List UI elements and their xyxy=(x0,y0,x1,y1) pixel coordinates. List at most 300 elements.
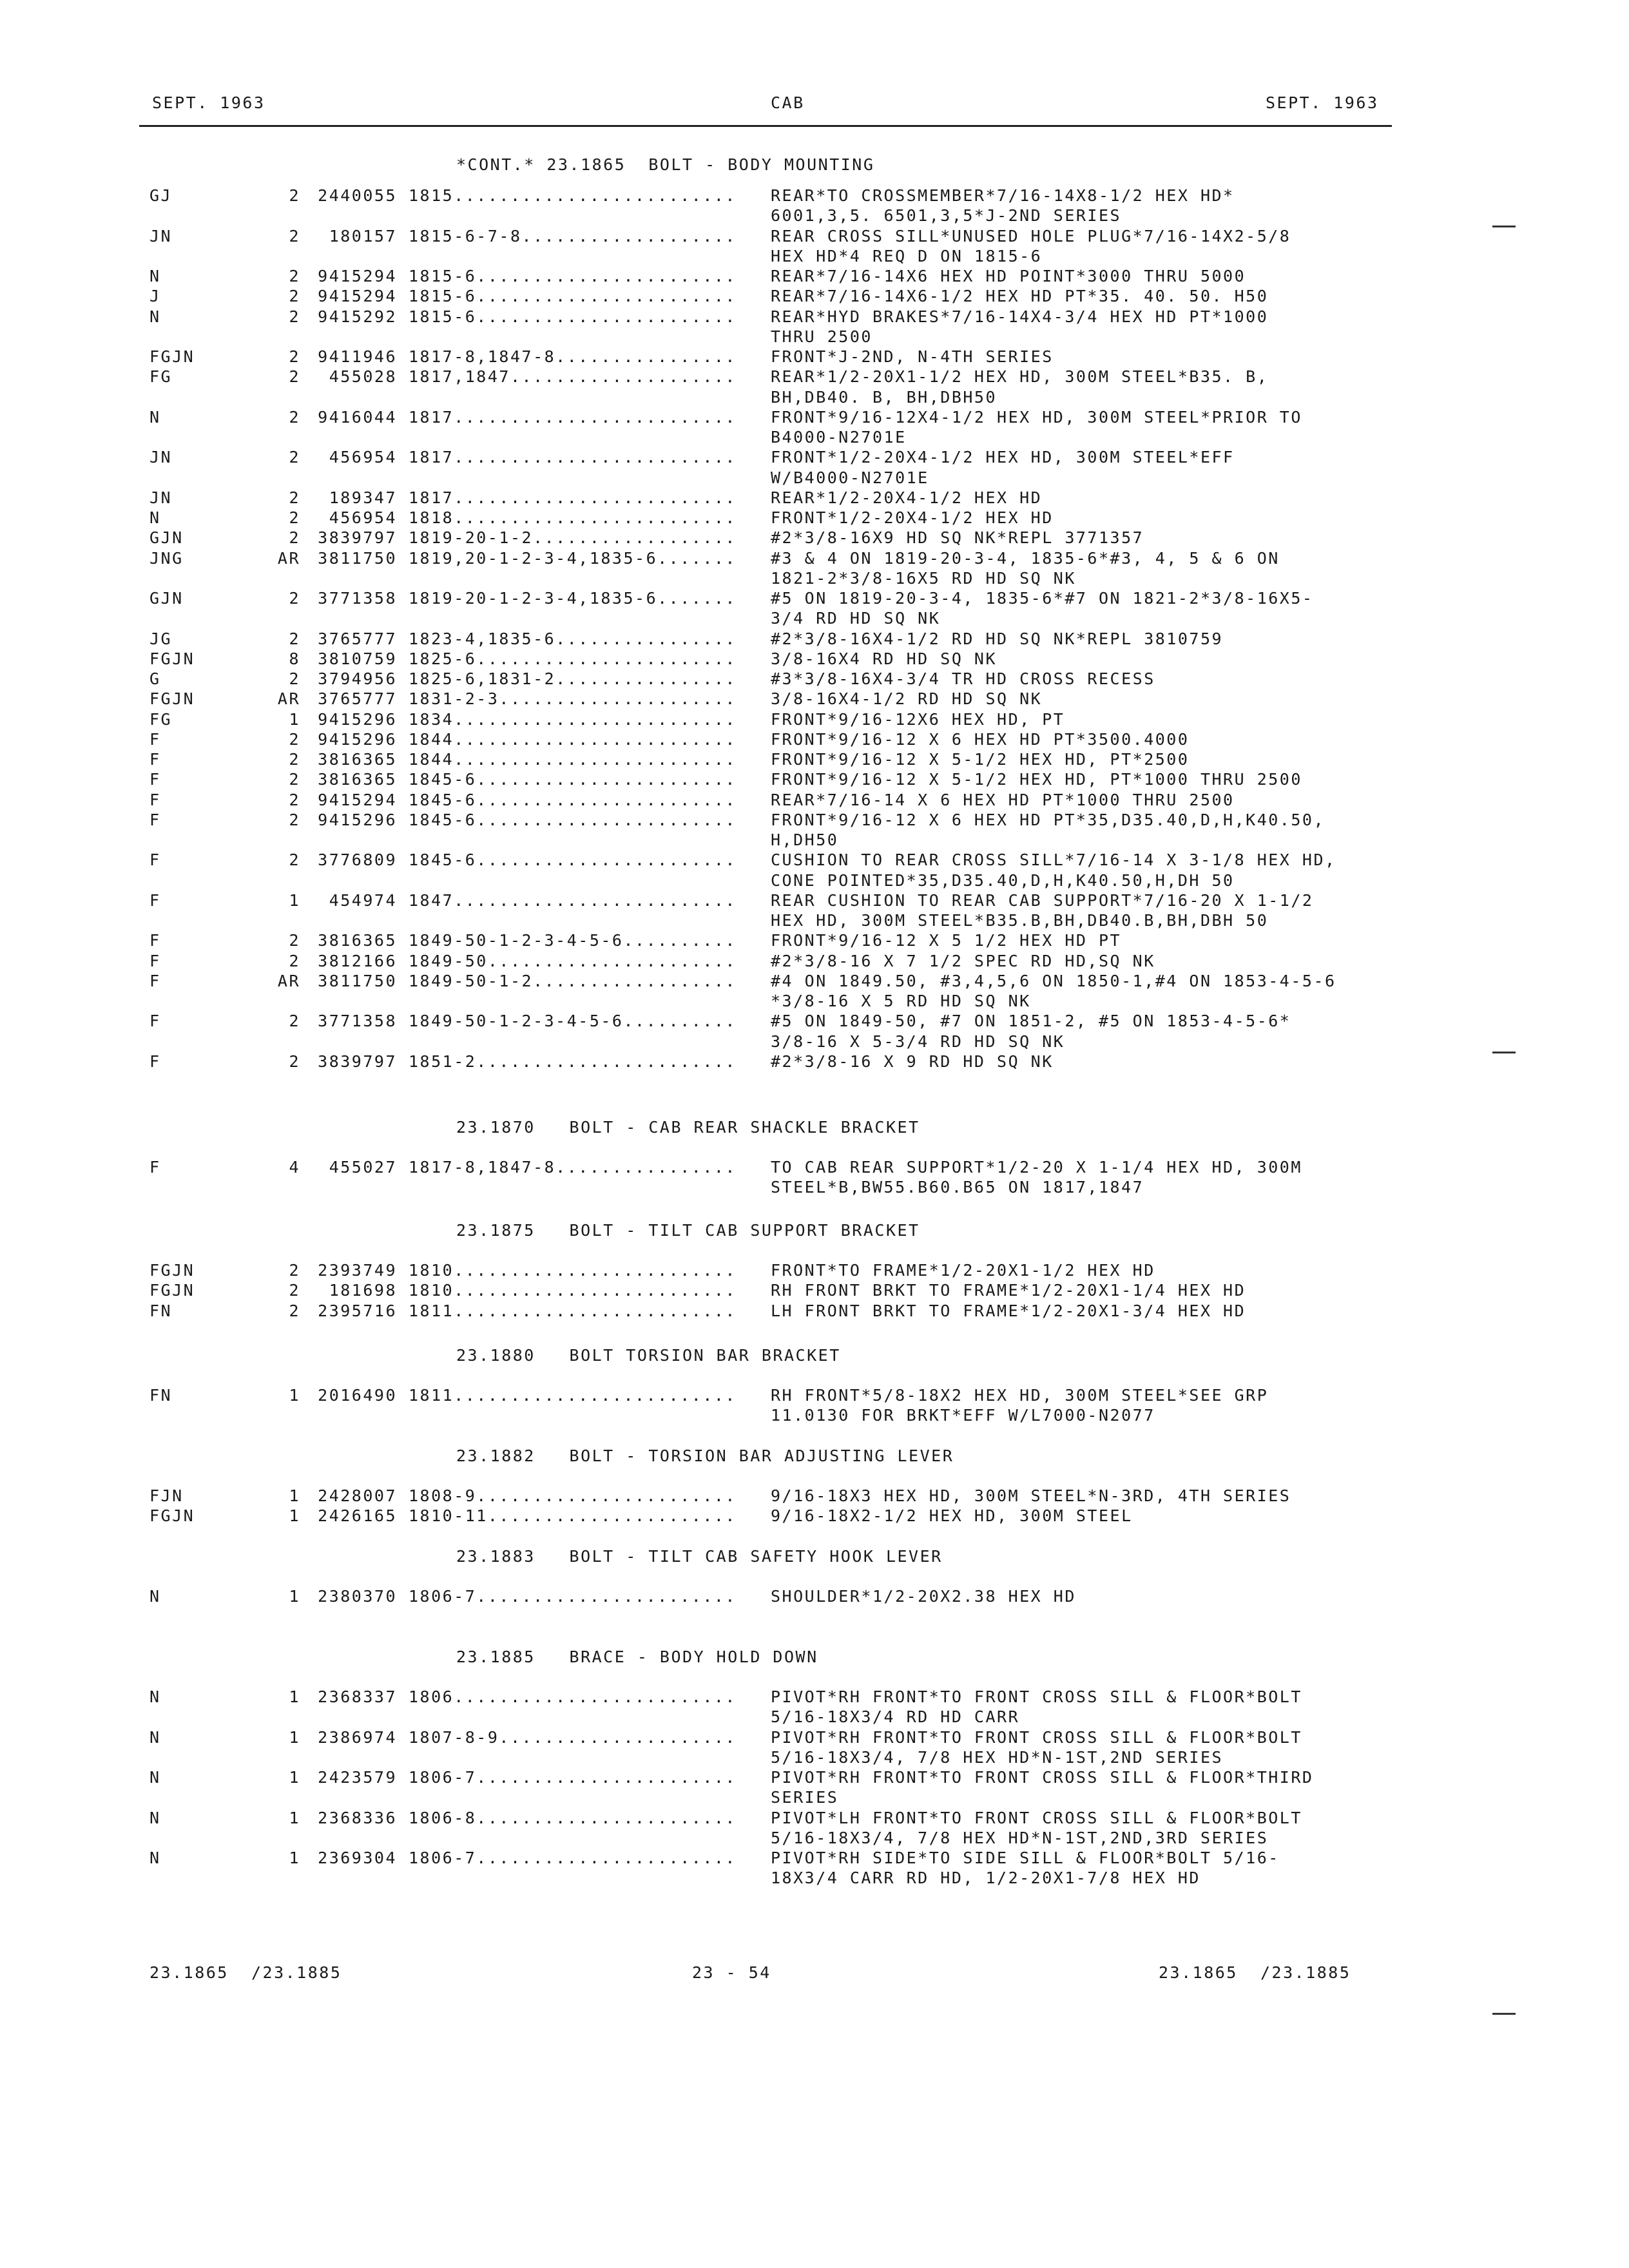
model-code: JN xyxy=(149,448,173,466)
model-code: JNG xyxy=(149,549,184,568)
part-number: 454974 xyxy=(329,891,397,910)
model-code: GJN xyxy=(149,528,184,547)
parts-row xyxy=(0,266,1629,286)
part-description: REAR CROSS SILL*UNUSED HOLE PLUG*7/16-14X2-5/8 xyxy=(771,227,1291,245)
parts-row-continuation xyxy=(0,830,1629,850)
part-description: 5/16-18X3/4 RD HD CARR xyxy=(771,1707,1020,1726)
part-number: 455027 xyxy=(329,1158,397,1177)
model-code: F xyxy=(149,1052,161,1071)
part-description: REAR CUSHION TO REAR CAB SUPPORT*7/16-20 X 1-1/2 xyxy=(771,891,1314,910)
quantity: 1 xyxy=(289,1849,300,1867)
part-description: #4 ON 1849.50, #3,4,5,6 ON 1850-1,#4 ON 1853-4-5-6 xyxy=(771,972,1336,990)
parts-row-continuation xyxy=(0,327,1629,347)
series-models: 1810......................... xyxy=(409,1281,737,1300)
part-description: 9/16-18X2-1/2 HEX HD, 300M STEEL xyxy=(771,1506,1133,1525)
series-models: 1806-7....................... xyxy=(409,1587,737,1606)
parts-row xyxy=(0,1157,1629,1177)
quantity: 2 xyxy=(289,952,300,970)
part-number: 456954 xyxy=(329,508,397,527)
part-description: #2*3/8-16 X 7 1/2 SPEC RD HD,SQ NK xyxy=(771,952,1155,970)
part-number: 2368336 xyxy=(318,1809,397,1827)
part-number: 9415292 xyxy=(318,307,397,326)
part-description: B4000-N2701E xyxy=(771,428,907,447)
model-code: F xyxy=(149,891,161,910)
model-code: FG xyxy=(149,367,173,386)
parts-row-continuation xyxy=(0,246,1629,266)
series-models: 1844......................... xyxy=(409,750,737,769)
quantity: 1 xyxy=(289,1728,300,1747)
quantity: 2 xyxy=(289,931,300,950)
header-right: SEPT. 1963 xyxy=(1266,93,1379,112)
model-code: F xyxy=(149,850,161,869)
parts-row xyxy=(0,1260,1629,1280)
parts-row xyxy=(0,307,1629,327)
part-number: 3816365 xyxy=(318,750,397,769)
part-description: #5 ON 1819-20-3-4, 1835-6*#7 ON 1821-2*3/8-16X5- xyxy=(771,589,1314,608)
series-models: 1819-20-1-2.................. xyxy=(409,528,737,547)
part-description: FRONT*J-2ND, N-4TH SERIES xyxy=(771,347,1054,366)
part-description: FRONT*TO FRAME*1/2-20X1-1/2 HEX HD xyxy=(771,1261,1155,1280)
part-description: W/B4000-N2701E xyxy=(771,468,929,487)
quantity: 2 xyxy=(289,307,300,326)
quantity: 2 xyxy=(289,750,300,769)
series-models: 1806-7....................... xyxy=(409,1849,737,1867)
quantity: 2 xyxy=(289,730,300,749)
parts-row-continuation xyxy=(0,1405,1629,1425)
quantity: AR xyxy=(277,972,300,990)
part-description: PIVOT*LH FRONT*TO FRONT CROSS SILL & FLOOR*BOLT xyxy=(771,1809,1302,1827)
footer-left: 23.1865 /23.1885 xyxy=(149,1963,342,1982)
parts-row xyxy=(0,528,1629,548)
parts-row xyxy=(0,890,1629,910)
part-description: #3 & 4 ON 1819-20-3-4, 1835-6*#3, 4, 5 & 6 ON xyxy=(771,549,1280,568)
series-models: 1817......................... xyxy=(409,448,737,466)
parts-row xyxy=(0,769,1629,789)
series-models: 1819-20-1-2-3-4,1835-6....... xyxy=(409,589,737,608)
quantity: 2 xyxy=(289,811,300,829)
part-number: 2369304 xyxy=(318,1849,397,1867)
quantity: AR xyxy=(277,549,300,568)
parts-row xyxy=(0,1011,1629,1031)
part-number: 3794956 xyxy=(318,669,397,688)
quantity: 2 xyxy=(289,367,300,386)
series-models: 1849-50-1-2-3-4-5-6.......... xyxy=(409,1012,737,1030)
quantity: 2 xyxy=(289,791,300,809)
quantity: 1 xyxy=(289,1386,300,1405)
parts-row xyxy=(0,749,1629,769)
part-number: 2423579 xyxy=(318,1768,397,1787)
series-models: 1849-50-1-2.................. xyxy=(409,972,737,990)
section-title: 23.1880 BOLT TORSION BAR BRACKET xyxy=(456,1346,841,1365)
section-title: 23.1883 BOLT - TILT CAB SAFETY HOOK LEVER xyxy=(456,1547,943,1566)
parts-row xyxy=(0,1506,1629,1526)
series-models: 1845-6....................... xyxy=(409,811,737,829)
part-description: 6001,3,5. 6501,3,5*J-2ND SERIES xyxy=(771,206,1122,225)
quantity: 2 xyxy=(289,287,300,305)
part-description: FRONT*1/2-20X4-1/2 HEX HD, 300M STEEL*EFF xyxy=(771,448,1235,466)
quantity: 2 xyxy=(289,528,300,547)
footer-right: 23.1865 /23.1885 xyxy=(1159,1963,1351,1982)
part-description: HEX HD, 300M STEEL*B35.B,BH,DB40.B,BH,DBH 50 xyxy=(771,911,1269,930)
part-number: 3811750 xyxy=(318,549,397,568)
section-title: 23.1875 BOLT - TILT CAB SUPPORT BRACKET xyxy=(456,1221,920,1240)
series-models: 1806-7....................... xyxy=(409,1768,737,1787)
parts-row xyxy=(0,186,1629,206)
part-description: FRONT*9/16-12X6 HEX HD, PT xyxy=(771,710,1065,729)
footer-page-number: 23 - 54 xyxy=(692,1963,771,1982)
part-description: FRONT*9/16-12 X 5-1/2 HEX HD, PT*2500 xyxy=(771,750,1190,769)
part-description: FRONT*9/16-12 X 6 HEX HD PT*35,D35.40,D,H,K40.50, xyxy=(771,811,1325,829)
quantity: 1 xyxy=(289,710,300,729)
series-models: 1817,1847.................... xyxy=(409,367,737,386)
model-code: F xyxy=(149,791,161,809)
series-models: 1815-6....................... xyxy=(409,287,737,305)
parts-row xyxy=(0,1385,1629,1405)
model-code: FN xyxy=(149,1302,173,1320)
part-description: 5/16-18X3/4, 7/8 HEX HD*N-1ST,2ND,3RD SERIES xyxy=(771,1829,1269,1847)
model-code: F xyxy=(149,952,161,970)
quantity: 1 xyxy=(289,1486,300,1505)
model-code: FGJN xyxy=(149,347,195,366)
quantity: 2 xyxy=(289,448,300,466)
model-code: FGJN xyxy=(149,1261,195,1280)
part-description: H,DH50 xyxy=(771,831,839,849)
parts-row-continuation xyxy=(0,1868,1629,1888)
parts-row xyxy=(0,951,1629,971)
model-code: G xyxy=(149,669,161,688)
quantity: 1 xyxy=(289,1506,300,1525)
parts-row xyxy=(0,930,1629,950)
part-description: FRONT*9/16-12 X 5-1/2 HEX HD, PT*1000 THRU 2500 xyxy=(771,770,1302,789)
part-description: REAR*TO CROSSMEMBER*7/16-14X8-1/2 HEX HD* xyxy=(771,186,1235,205)
parts-row-continuation xyxy=(0,870,1629,890)
quantity: 2 xyxy=(289,669,300,688)
part-description: #2*3/8-16X9 HD SQ NK*REPL 3771357 xyxy=(771,528,1144,547)
parts-row xyxy=(0,1586,1629,1606)
part-number: 9415294 xyxy=(318,287,397,305)
series-models: 1845-6....................... xyxy=(409,791,737,809)
part-number: 2386974 xyxy=(318,1728,397,1747)
model-code: N xyxy=(149,1728,161,1747)
model-code: F xyxy=(149,972,161,990)
part-number: 3771358 xyxy=(318,589,397,608)
part-description: STEEL*B,BW55.B60.B65 ON 1817,1847 xyxy=(771,1178,1144,1196)
part-number: 3771358 xyxy=(318,1012,397,1030)
series-models: 1819,20-1-2-3-4,1835-6....... xyxy=(409,549,737,568)
model-code: F xyxy=(149,1012,161,1030)
model-code: FGJN xyxy=(149,689,195,708)
part-description: REAR*HYD BRAKES*7/16-14X4-3/4 HEX HD PT*1000 xyxy=(771,307,1269,326)
series-models: 1807-8-9..................... xyxy=(409,1728,737,1747)
model-code: FGJN xyxy=(149,649,195,668)
part-description: BH,DB40. B, BH,DBH50 xyxy=(771,388,998,407)
parts-row xyxy=(0,1808,1629,1828)
part-description: #5 ON 1849-50, #7 ON 1851-2, #5 ON 1853-4-5-6* xyxy=(771,1012,1291,1030)
part-description: 3/8-16 X 5-3/4 RD HD SQ NK xyxy=(771,1032,1065,1051)
part-description: REAR*1/2-20X1-1/2 HEX HD, 300M STEEL*B35. B, xyxy=(771,367,1269,386)
part-description: PIVOT*RH FRONT*TO FRONT CROSS SILL & FLOOR*THIRD xyxy=(771,1768,1314,1787)
part-number: 9415294 xyxy=(318,267,397,285)
series-models: 1847......................... xyxy=(409,891,737,910)
series-models: 1811......................... xyxy=(409,1386,737,1405)
model-code: N xyxy=(149,1587,161,1606)
section-title: 23.1882 BOLT - TORSION BAR ADJUSTING LEVER xyxy=(456,1446,954,1465)
series-models: 1818......................... xyxy=(409,508,737,527)
part-number: 181698 xyxy=(329,1281,397,1300)
part-number: 3776809 xyxy=(318,850,397,869)
part-description: #2*3/8-16 X 9 RD HD SQ NK xyxy=(771,1052,1054,1071)
part-number: 3812166 xyxy=(318,952,397,970)
parts-row xyxy=(0,1052,1629,1072)
part-description: #3*3/8-16X4-3/4 TR HD CROSS RECESS xyxy=(771,669,1155,688)
model-code: F xyxy=(149,931,161,950)
part-description: 9/16-18X3 HEX HD, 300M STEEL*N-3RD, 4TH SERIES xyxy=(771,1486,1291,1505)
quantity: 2 xyxy=(289,1012,300,1030)
parts-row xyxy=(0,971,1629,991)
section-title: 23.1870 BOLT - CAB REAR SHACKLE BRACKET xyxy=(456,1118,920,1137)
part-description: REAR*7/16-14 X 6 HEX HD PT*1000 THRU 2500 xyxy=(771,791,1235,809)
quantity: 2 xyxy=(289,1281,300,1300)
part-description: PIVOT*RH FRONT*TO FRONT CROSS SILL & FLOOR*BOLT xyxy=(771,1728,1302,1747)
part-number: 2428007 xyxy=(318,1486,397,1505)
parts-row xyxy=(0,367,1629,387)
model-code: N xyxy=(149,267,161,285)
quantity: 2 xyxy=(289,1302,300,1320)
part-description: CUSHION TO REAR CROSS SILL*7/16-14 X 3-1/8 HEX HD, xyxy=(771,850,1336,869)
part-number: 3816365 xyxy=(318,931,397,950)
model-code: N xyxy=(149,1809,161,1827)
part-number: 3839797 xyxy=(318,528,397,547)
part-number: 189347 xyxy=(329,488,397,507)
series-models: 1851-2....................... xyxy=(409,1052,737,1071)
part-number: 2426165 xyxy=(318,1506,397,1525)
parts-row-continuation xyxy=(0,1828,1629,1848)
margin-mark xyxy=(1492,226,1516,227)
part-description: REAR*7/16-14X6-1/2 HEX HD PT*35. 40. 50. H50 xyxy=(771,287,1269,305)
parts-row xyxy=(0,588,1629,608)
model-code: JN xyxy=(149,488,173,507)
parts-row-continuation xyxy=(0,1747,1629,1767)
parts-row-continuation xyxy=(0,387,1629,407)
quantity: 1 xyxy=(289,891,300,910)
model-code: FGJN xyxy=(149,1281,195,1300)
parts-row xyxy=(0,508,1629,528)
part-description: FRONT*9/16-12 X 5 1/2 HEX HD PT xyxy=(771,931,1122,950)
model-code: FG xyxy=(149,710,173,729)
model-code: FN xyxy=(149,1386,173,1405)
part-description: FRONT*1/2-20X4-1/2 HEX HD xyxy=(771,508,1054,527)
parts-row xyxy=(0,850,1629,870)
part-description: PIVOT*RH FRONT*TO FRONT CROSS SILL & FLOOR*BOLT xyxy=(771,1687,1302,1706)
part-number: 3810759 xyxy=(318,649,397,668)
parts-row-continuation xyxy=(0,206,1629,226)
part-description: 11.0130 FOR BRKT*EFF W/L7000-N2077 xyxy=(771,1406,1155,1425)
quantity: 2 xyxy=(289,267,300,285)
model-code: FJN xyxy=(149,1486,184,1505)
part-number: 9415296 xyxy=(318,710,397,729)
series-models: 1810-11...................... xyxy=(409,1506,737,1525)
series-models: 1815-6....................... xyxy=(409,307,737,326)
series-models: 1810......................... xyxy=(409,1261,737,1280)
quantity: 2 xyxy=(289,589,300,608)
part-number: 180157 xyxy=(329,227,397,245)
parts-row-continuation xyxy=(0,1787,1629,1807)
quantity: 2 xyxy=(289,508,300,527)
model-code: N xyxy=(149,1768,161,1787)
parts-row xyxy=(0,447,1629,467)
series-models: 1825-6....................... xyxy=(409,649,737,668)
series-models: 1817......................... xyxy=(409,408,737,427)
model-code: F xyxy=(149,750,161,769)
parts-row xyxy=(0,1767,1629,1787)
model-code: JN xyxy=(149,227,173,245)
part-description: 18X3/4 CARR RD HD, 1/2-20X1-7/8 HEX HD xyxy=(771,1869,1200,1887)
margin-mark xyxy=(1492,1052,1516,1053)
part-description: CONE POINTED*35,D35.40,D,H,K40.50,H,DH 50 xyxy=(771,871,1235,890)
quantity: 1 xyxy=(289,1768,300,1787)
model-code: N xyxy=(149,1687,161,1706)
quantity: 2 xyxy=(289,850,300,869)
parts-row xyxy=(0,1687,1629,1707)
series-models: 1849-50-1-2-3-4-5-6.......... xyxy=(409,931,737,950)
quantity: 2 xyxy=(289,347,300,366)
parts-row-continuation xyxy=(0,991,1629,1011)
part-description: 3/8-16X4 RD HD SQ NK xyxy=(771,649,998,668)
part-number: 2393749 xyxy=(318,1261,397,1280)
part-description: SHOULDER*1/2-20X2.38 HEX HD xyxy=(771,1587,1076,1606)
model-code: F xyxy=(149,770,161,789)
series-models: 1806......................... xyxy=(409,1687,737,1706)
model-code: FGJN xyxy=(149,1506,195,1525)
parts-row xyxy=(0,689,1629,709)
series-models: 1817-8,1847-8................ xyxy=(409,1158,737,1177)
part-number: 9416044 xyxy=(318,408,397,427)
part-number: 3816365 xyxy=(318,770,397,789)
quantity: 2 xyxy=(289,488,300,507)
part-number: 2395716 xyxy=(318,1302,397,1320)
parts-row-continuation xyxy=(0,568,1629,588)
part-description: 1821-2*3/8-16X5 RD HD SQ NK xyxy=(771,569,1076,588)
part-number: 9415296 xyxy=(318,811,397,829)
series-models: 1825-6,1831-2................ xyxy=(409,669,737,688)
model-code: GJ xyxy=(149,186,173,205)
part-description: RH FRONT*5/8-18X2 HEX HD, 300M STEEL*SEE GRP xyxy=(771,1386,1269,1405)
part-description: 3/4 RD HD SQ NK xyxy=(771,609,941,628)
parts-row-continuation xyxy=(0,468,1629,488)
margin-mark xyxy=(1492,2013,1516,2015)
part-description: RH FRONT BRKT TO FRAME*1/2-20X1-1/4 HEX HD xyxy=(771,1281,1246,1300)
part-number: 2016490 xyxy=(318,1386,397,1405)
part-description: TO CAB REAR SUPPORT*1/2-20 X 1-1/4 HEX HD, 300M xyxy=(771,1158,1302,1177)
model-code: GJN xyxy=(149,589,184,608)
quantity: 2 xyxy=(289,629,300,648)
model-code: F xyxy=(149,730,161,749)
part-number: 3839797 xyxy=(318,1052,397,1071)
parts-row xyxy=(0,488,1629,508)
part-number: 456954 xyxy=(329,448,397,466)
header-left: SEPT. 1963 xyxy=(152,93,265,112)
parts-row xyxy=(0,226,1629,246)
series-models: 1815......................... xyxy=(409,186,737,205)
quantity: 2 xyxy=(289,770,300,789)
parts-row xyxy=(0,629,1629,649)
part-description: 3/8-16X4-1/2 RD HD SQ NK xyxy=(771,689,1043,708)
section-title: *CONT.* 23.1865 BOLT - BODY MOUNTING xyxy=(456,155,875,174)
series-models: 1834......................... xyxy=(409,710,737,729)
part-description: 5/16-18X3/4, 7/8 HEX HD*N-1ST,2ND SERIES xyxy=(771,1748,1224,1767)
parts-row xyxy=(0,1848,1629,1868)
parts-row xyxy=(0,286,1629,306)
part-description: REAR*7/16-14X6 HEX HD POINT*3000 THRU 5000 xyxy=(771,267,1246,285)
parts-row xyxy=(0,709,1629,729)
parts-row xyxy=(0,810,1629,830)
section-title: 23.1885 BRACE - BODY HOLD DOWN xyxy=(456,1648,818,1666)
series-models: 1808-9....................... xyxy=(409,1486,737,1505)
series-models: 1845-6....................... xyxy=(409,770,737,789)
part-description: *3/8-16 X 5 RD HD SQ NK xyxy=(771,992,1031,1010)
series-models: 1815-6-7-8................... xyxy=(409,227,737,245)
parts-row xyxy=(0,649,1629,669)
part-number: 9411946 xyxy=(318,347,397,366)
part-description: #2*3/8-16X4-1/2 RD HD SQ NK*REPL 3810759 xyxy=(771,629,1224,648)
model-code: F xyxy=(149,811,161,829)
parts-row-continuation xyxy=(0,1177,1629,1197)
part-description: THRU 2500 xyxy=(771,327,872,346)
part-number: 3811750 xyxy=(318,972,397,990)
series-models: 1845-6....................... xyxy=(409,850,737,869)
model-code: N xyxy=(149,1849,161,1867)
part-number: 2380370 xyxy=(318,1587,397,1606)
parts-row-continuation xyxy=(0,910,1629,930)
series-models: 1811......................... xyxy=(409,1302,737,1320)
parts-row xyxy=(0,407,1629,427)
model-code: N xyxy=(149,408,161,427)
model-code: N xyxy=(149,508,161,527)
parts-row-continuation xyxy=(0,427,1629,447)
model-code: JG xyxy=(149,629,173,648)
parts-row-continuation xyxy=(0,1032,1629,1052)
parts-row-continuation xyxy=(0,608,1629,628)
parts-row xyxy=(0,729,1629,749)
model-code: J xyxy=(149,287,161,305)
parts-row xyxy=(0,1301,1629,1321)
part-number: 2440055 xyxy=(318,186,397,205)
part-description: FRONT*9/16-12X4-1/2 HEX HD, 300M STEEL*PRIOR TO xyxy=(771,408,1302,427)
quantity: 1 xyxy=(289,1687,300,1706)
quantity: 1 xyxy=(289,1809,300,1827)
part-number: 9415294 xyxy=(318,791,397,809)
parts-row xyxy=(0,548,1629,568)
series-models: 1815-6....................... xyxy=(409,267,737,285)
parts-row xyxy=(0,347,1629,367)
header-rule xyxy=(139,125,1392,127)
part-description: SERIES xyxy=(771,1788,839,1807)
part-number: 455028 xyxy=(329,367,397,386)
part-description: REAR*1/2-20X4-1/2 HEX HD xyxy=(771,488,1043,507)
quantity: 2 xyxy=(289,1052,300,1071)
part-description: FRONT*9/16-12 X 6 HEX HD PT*3500.4000 xyxy=(771,730,1190,749)
parts-row xyxy=(0,1727,1629,1747)
header-center: CAB xyxy=(771,93,805,112)
part-description: HEX HD*4 REQ D ON 1815-6 xyxy=(771,247,1043,265)
series-models: 1849-50...................... xyxy=(409,952,737,970)
part-description: PIVOT*RH SIDE*TO SIDE SILL & FLOOR*BOLT 5/16- xyxy=(771,1849,1280,1867)
part-number: 2368337 xyxy=(318,1687,397,1706)
quantity: 1 xyxy=(289,1587,300,1606)
series-models: 1844......................... xyxy=(409,730,737,749)
quantity: 2 xyxy=(289,186,300,205)
quantity: 2 xyxy=(289,1261,300,1280)
